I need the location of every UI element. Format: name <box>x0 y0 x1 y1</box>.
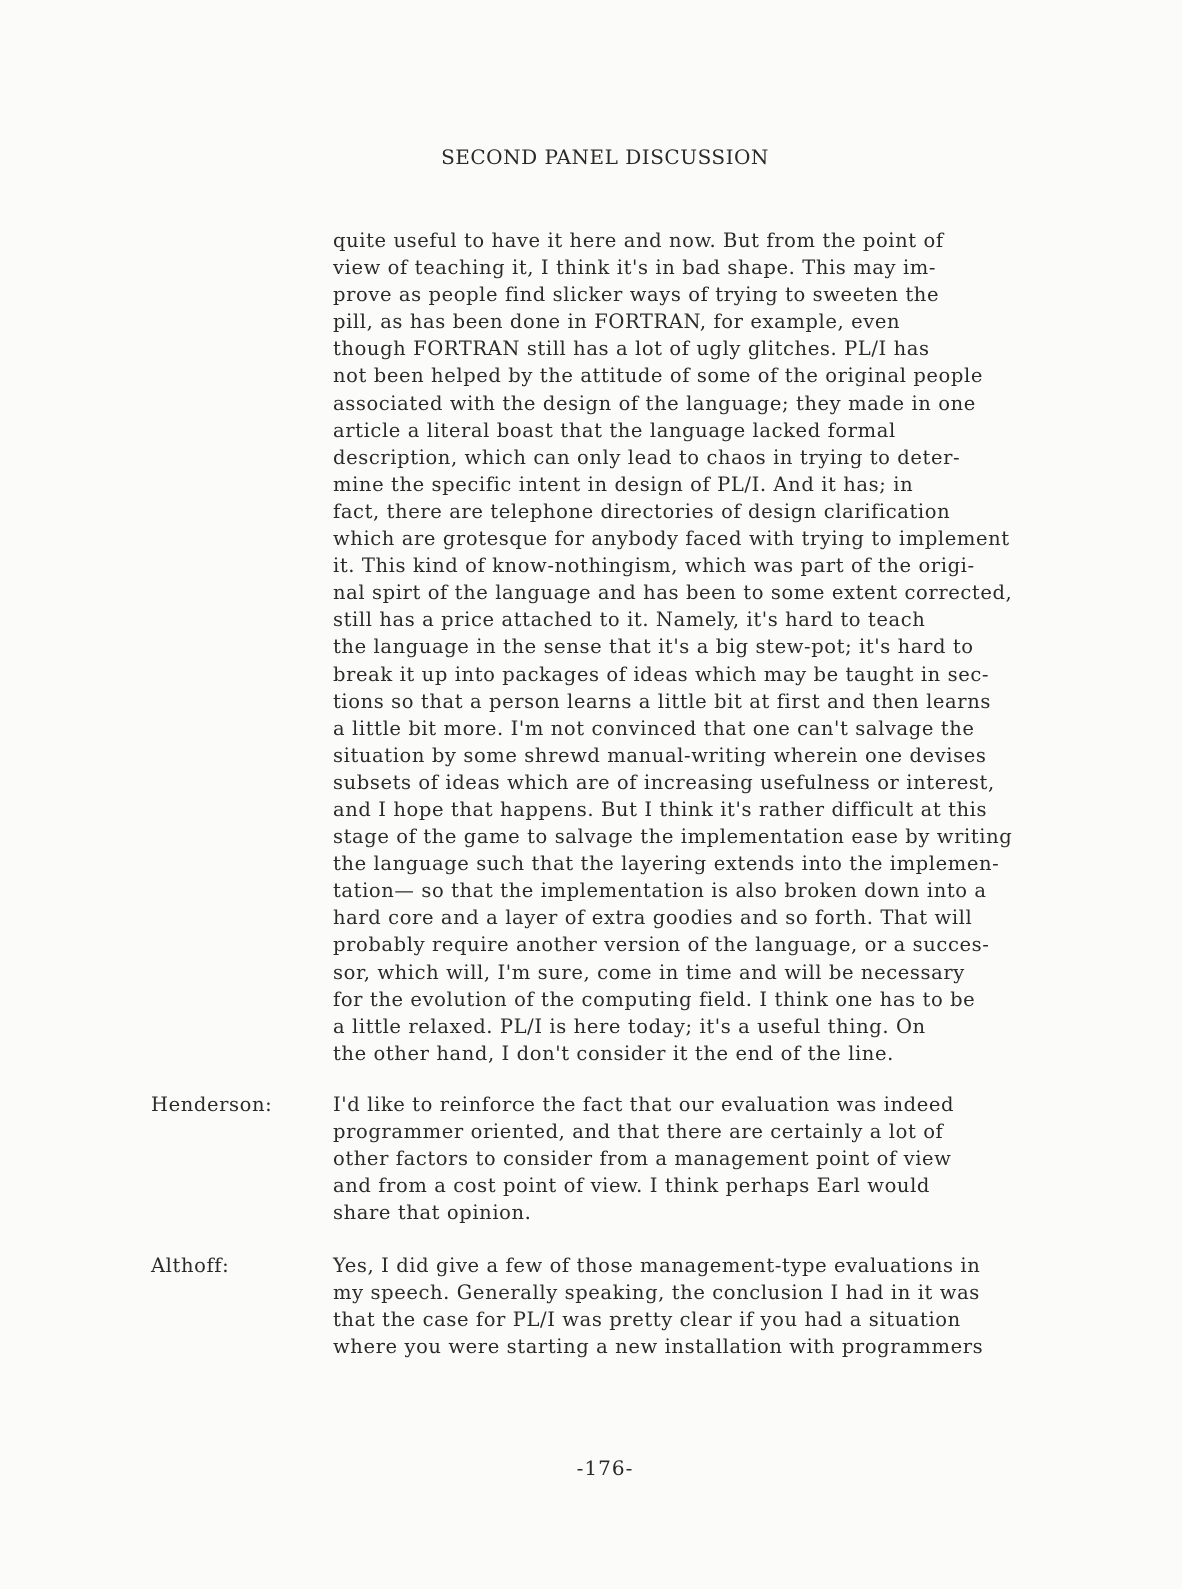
text-line: view of teaching it, I think it's in bad shape. This may im- <box>333 256 937 280</box>
text-line: not been helped by the attitude of some of the original people <box>333 364 983 388</box>
page-number: -176- <box>576 1456 634 1480</box>
page-title: SECOND PANEL DISCUSSION <box>441 145 769 169</box>
text-line: stage of the game to salvage the implementation ease by writing <box>333 825 1013 849</box>
text-line: I'd like to reinforce the fact that our evaluation was indeed <box>333 1093 955 1116</box>
text-line: and from a cost point of view. I think perhaps Earl would <box>333 1174 930 1198</box>
text-line: mine the specific intent in design of PL/I. And it has; in <box>333 472 914 496</box>
althoff-paragraph <box>333 1252 983 1360</box>
text-line: the other hand, I don't consider it the end of the line. <box>333 1041 894 1065</box>
text-line: my speech. Generally speaking, the conclusion I had in it was <box>333 1281 980 1305</box>
text-line: break it up into packages of ideas which may be taught in sec- <box>333 662 990 686</box>
text-line: associated with the design of the language; they made in one <box>333 391 976 415</box>
text-line: where you were starting a new installation with programmers <box>333 1335 984 1359</box>
text-line: tation— so that the implementation is also broken down into a <box>333 879 987 903</box>
text-line: hard core and a layer of extra goodies and so forth. That will <box>333 906 973 930</box>
text-line: prove as people find slicker ways of trying to sweeten the <box>333 283 940 307</box>
continuation-paragraph <box>333 227 1012 1067</box>
text-line: the language in the sense that it's a big stew-pot; it's hard to <box>333 635 974 659</box>
text-line: a little bit more. I'm not convinced that one can't salvage the <box>333 716 975 740</box>
text-line: a little relaxed. PL/I is here today; it's a useful thing. On <box>333 1014 926 1038</box>
text-line: tions so that a person learns a little bit at first and then learns <box>333 689 991 713</box>
text-line: and I hope that happens. But I think it's rather difficult at this <box>333 797 988 821</box>
text-line: still has a price attached to it. Namely, it's hard to teach <box>333 608 926 632</box>
text-line: programmer oriented, and that there are certainly a lot of <box>333 1120 944 1144</box>
text-line: fact, there are telephone directories of design clarification <box>333 499 951 523</box>
text-line: that the case for PL/I was pretty clear if you had a situation <box>333 1308 961 1332</box>
speaker-label-althoff: Althoff: <box>151 1254 230 1277</box>
text-line: nal spirt of the language and has been to some extent corrected, <box>333 581 1013 605</box>
text-line: subsets of ideas which are of increasing usefulness or interest, <box>333 770 995 794</box>
text-line: sor, which will, I'm sure, come in time and will be necessary <box>333 960 965 984</box>
text-line: article a literal boast that the language lacked formal <box>333 418 896 442</box>
text-line: pill, as has been done in FORTRAN, for example, even <box>333 310 901 334</box>
henderson-paragraph <box>333 1091 954 1226</box>
text-line: probably require another version of the language, or a succes- <box>333 933 990 957</box>
text-line: for the evolution of the computing field. I think one has to be <box>333 987 976 1011</box>
text-line: Yes, I did give a few of those management-type evaluations in <box>333 1254 981 1277</box>
text-line: which are grotesque for anybody faced with trying to implement <box>333 527 1010 551</box>
text-line: share that opinion. <box>333 1201 532 1225</box>
text-line: it. This kind of know-nothingism, which was part of the origi- <box>333 554 975 578</box>
text-line: situation by some shrewd manual-writing wherein one devises <box>333 743 987 767</box>
text-line: quite useful to have it here and now. But from the point of <box>333 229 944 252</box>
text-line: other factors to consider from a management point of view <box>333 1147 952 1171</box>
speaker-label-henderson: Henderson: <box>151 1093 273 1116</box>
text-line: though FORTRAN still has a lot of ugly glitches. PL/I has <box>333 337 930 361</box>
text-line: description, which can only lead to chaos in trying to deter- <box>333 445 961 469</box>
text-line: the language such that the layering extends into the implemen- <box>333 852 1000 876</box>
